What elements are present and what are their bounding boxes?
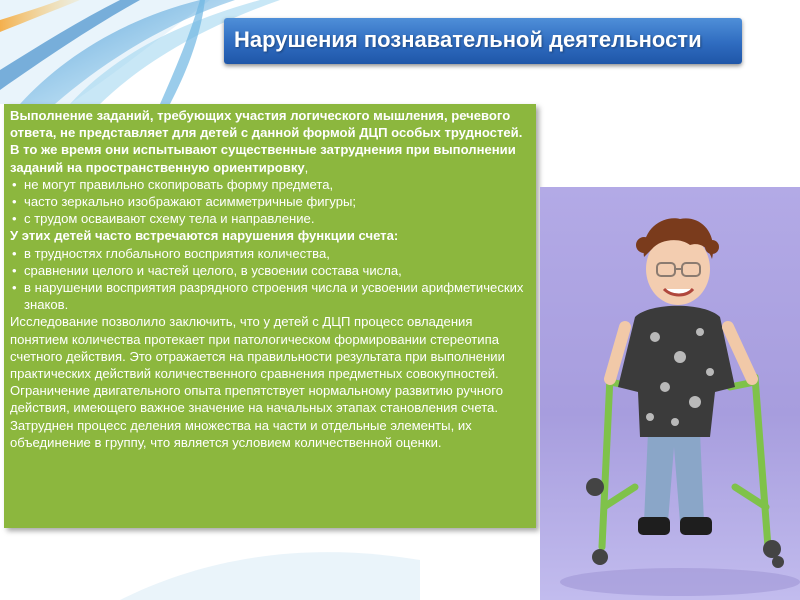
list-item: • с трудом осваивают схему тела и направление. bbox=[10, 210, 530, 227]
spatial-list bbox=[10, 176, 530, 228]
list-item: • в трудностях глобального восприятия количества, bbox=[10, 245, 530, 262]
child-with-walker-photo bbox=[540, 187, 800, 600]
spatial-heading-tail: , bbox=[304, 159, 309, 175]
list-item: • сравнении целого и частей целого, в усвоении состава числа, bbox=[10, 262, 530, 279]
counting-list bbox=[10, 245, 530, 314]
title-bar bbox=[224, 18, 742, 64]
content-text-box bbox=[4, 104, 536, 528]
counting-heading: У этих детей часто встречаются нарушения функции счета: bbox=[10, 228, 399, 244]
list-item: • в нарушении восприятия разрядного строения числа и усвоении арифметических знаков. bbox=[10, 279, 530, 313]
slide-title: Нарушения познавательной деятельности bbox=[234, 27, 702, 52]
list-item: • не могут правильно скопировать форму предмета, bbox=[10, 176, 530, 193]
intro-paragraph: Выполнение заданий, требующих участия логического мышления, речевого ответа, не представляет для детей с данной формой ДЦП особых трудностей. bbox=[10, 108, 523, 141]
list-item: • часто зеркально изображают асимметричные фигуры; bbox=[10, 193, 530, 210]
spatial-heading-line bbox=[10, 141, 530, 175]
conclusion-paragraph: Исследование позволило заключить, что у детей с ДЦП процесс овладения понятием количества протекает при патологическом формировании стереотипа счетного действия. Это отражается на правильности результата при выполнении практических действий количественного сравнения предметных совокупностей. Ограничение двигательного опыта препятствует нормальному развитию ручного действия, имеющего важное значение на начальных этапах становления счета. Затруднен процесс деления множества на части и отдельные элементы, их объединение в группу, что является условием количественной оценки. bbox=[10, 314, 505, 450]
spatial-heading: В то же время они испытывают существенные затруднения при выполнении заданий на пространственную ориентировку bbox=[10, 142, 516, 175]
